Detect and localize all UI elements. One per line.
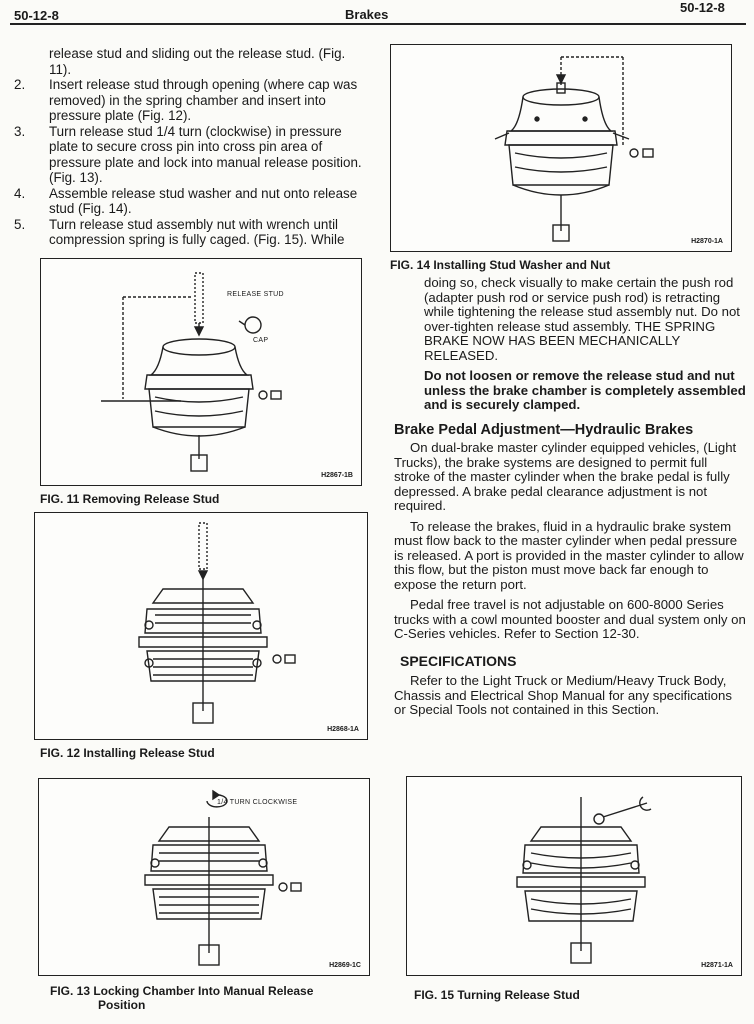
brake-chamber-wrench-illustration	[407, 777, 741, 975]
figure-13-caption	[50, 984, 313, 1012]
brake-chamber-locking-illustration	[39, 779, 369, 975]
brake-chamber-release-stud-illustration	[41, 259, 361, 485]
figure-13-caption-line-2: Position	[98, 998, 146, 1012]
brake-pedal-paragraph-1: On dual-brake master cylinder equipped vehicles, (Light Trucks), the brake systems are designed to permit full stroke of the master cylinder when the brake pedal is fully depressed. A brake pedal clearance adjustment is not required.	[394, 440, 737, 513]
warning-paragraph: Do not loosen or remove the release stud and nut unless the brake chamber is completely assembled and is securely clamped.	[424, 368, 746, 412]
step-1-continued: release stud and sliding out the release stud. (Fig. 11).	[49, 46, 346, 77]
figure-12-code: H2868-1A	[327, 726, 359, 733]
step-4: 4. Assemble release stud washer and nut onto release stud (Fig. 14).	[14, 185, 358, 216]
figure-13-illustration	[38, 778, 370, 976]
figure-14-caption: FIG. 14 Installing Stud Washer and Nut	[390, 258, 611, 272]
section-heading-brake-pedal: Brake Pedal Adjustment—Hydraulic Brakes	[394, 421, 694, 438]
brake-chamber-stud-washer-illustration	[391, 45, 731, 251]
page-number-right: 50-12-8	[680, 0, 725, 15]
brake-pedal-paragraph-2: To release the brakes, fluid in a hydraulic brake system must flow back to the master cylinder when pedal pressure is released. A port is provided in the master cylinder to allow this flow, but the piston must move back far enough to expose the return port.	[394, 518, 744, 592]
figure-12-illustration	[34, 512, 368, 740]
page-title: Brakes	[345, 7, 389, 22]
figure-15-caption: FIG. 15 Turning Release Stud	[414, 988, 580, 1002]
step-5: 5. Turn release stud assembly nut with wrench until compression spring is fully caged. (Fig. 15). While	[14, 216, 345, 247]
figure-15-code: H2871-1A	[701, 962, 733, 969]
step-2: 2. Insert release stud through opening (where cap was removed) in the spring chamber and insert into pressure plate (Fig. 12).	[14, 77, 358, 123]
figure-13-caption-line-1: FIG. 13 Locking Chamber Into Manual Release	[50, 984, 314, 998]
label-quarter-turn: 1/4 TURN CLOCKWISE	[217, 799, 298, 806]
brake-chamber-cutaway-install-illustration	[35, 513, 367, 739]
figure-15-illustration	[406, 776, 742, 976]
page-number-left: 50-12-8	[14, 8, 59, 23]
figure-14-code: H2870-1A	[691, 238, 723, 245]
label-release-stud: RELEASE STUD	[227, 291, 284, 298]
header-rule	[10, 23, 746, 25]
right-column-text	[394, 276, 746, 724]
brake-pedal-paragraph-3: Pedal free travel is not adjustable on 600-8000 Series trucks with a cowl mounted booster and dual system only on C-Series vehicles. Refer to Section 12-30.	[394, 597, 746, 641]
step-3: 3. Turn release stud 1/4 turn (clockwise) in pressure plate to secure cross pin into cross pin area of pressure plate and lock into manual release position. (Fig. 13).	[14, 123, 362, 185]
section-heading-specifications: SPECIFICATIONS	[400, 652, 517, 669]
figure-14-illustration	[390, 44, 732, 252]
procedure-steps	[14, 46, 364, 248]
figure-12-caption: FIG. 12 Installing Release Stud	[40, 746, 215, 760]
figure-11-code: H2867-1B	[321, 472, 353, 479]
specifications-paragraph: Refer to the Light Truck or Medium/Heavy Truck Body, Chassis and Electrical Shop Manual for any specifications or Special Tools not contained in this Section.	[394, 673, 732, 717]
figure-11-caption: FIG. 11 Removing Release Stud	[40, 492, 220, 506]
continuation-paragraph: doing so, check visually to make certain the push rod (adapter push rod or service push rod) is retracting while tightening the release stud assembly nut. Do not over-tighten release stud assembly. THE SPRING BRAKE NOW HAS BEEN MECHANICALLY RELEASED.	[424, 275, 740, 363]
figure-13-code: H2869-1C	[329, 962, 361, 969]
label-cap: CAP	[253, 337, 269, 344]
figure-11-illustration	[40, 258, 362, 486]
